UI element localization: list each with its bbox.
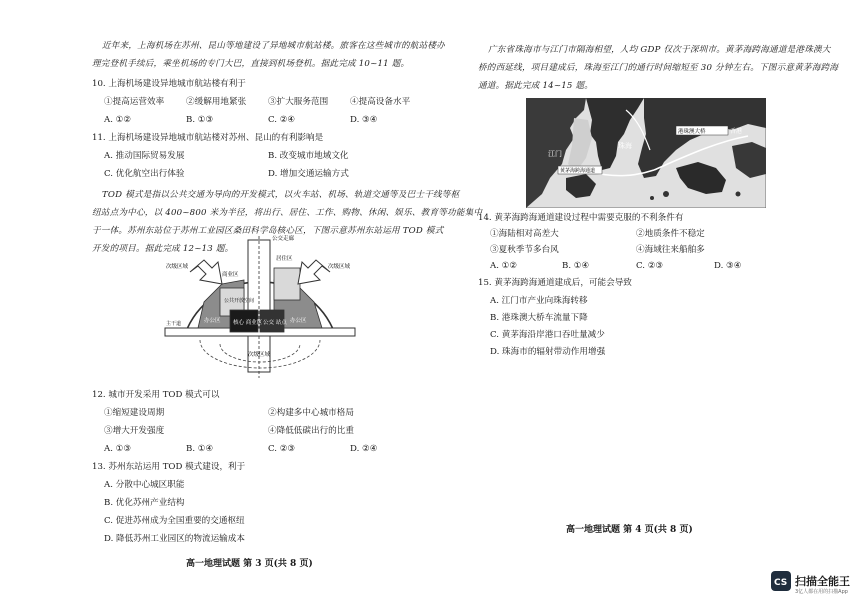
q15-option: C. 黄茅海沿岸港口吞吐量减少 bbox=[490, 330, 605, 340]
camscanner-logo-icon bbox=[771, 571, 791, 591]
q12-item: ①缩短建设周期 bbox=[104, 408, 165, 418]
q13-option: B. 优化苏州产业结构 bbox=[104, 498, 185, 508]
q14-choice: D. ③④ bbox=[714, 261, 742, 271]
diagram-residential-label: 居住区 bbox=[276, 256, 293, 262]
diagram-office-right-label: 办公区 bbox=[290, 318, 307, 324]
q12-choice: C. ②③ bbox=[268, 444, 296, 454]
right-page-questions bbox=[478, 0, 808, 560]
q10-stem: 10. 上海机场建设异地城市航站楼有利于 bbox=[92, 79, 246, 89]
q10-choice: C. ②④ bbox=[268, 115, 296, 125]
left-page-footer: 高一地理试题 第 3 页(共 8 页) bbox=[186, 559, 313, 569]
q15-stem: 15. 黄茅海跨海通道建成后，可能会导致 bbox=[478, 278, 632, 288]
left-page-lower bbox=[92, 0, 432, 560]
tod-text-line-3: 于一体。苏州东站位于苏州工业园区桑田科学岛核心区，下图示意苏州东站运用 TOD 模式 bbox=[92, 226, 444, 236]
q10-choice: B. ①③ bbox=[186, 115, 214, 125]
diagram-core-label: 核心 商业区 bbox=[233, 320, 263, 326]
q14-choice: B. ①④ bbox=[562, 261, 590, 271]
q13-option: A. 分散中心城区职能 bbox=[104, 480, 185, 490]
q12-stem: 12. 城市开发采用 TOD 模式可以 bbox=[92, 390, 220, 400]
diagram-bottom-label: 次级区域 bbox=[248, 352, 271, 358]
q14-choice: C. ②③ bbox=[636, 261, 664, 271]
tod-text-line-1: TOD 模式是指以公共交通为导向的开发模式，以火车站、机场、轨道交通等及巴士干线等枢 bbox=[102, 190, 460, 200]
camscanner-title: 扫描全能王 bbox=[795, 575, 850, 588]
q14-item: ①海陆相对高差大 bbox=[490, 229, 559, 239]
intro-line-3: 通道。据此完成 14~15 题。 bbox=[478, 81, 594, 91]
camscanner-subtitle: 3亿人都在用的扫描App bbox=[795, 589, 848, 595]
q12-choice: B. ①④ bbox=[186, 444, 214, 454]
q14-item: ②地质条件不稳定 bbox=[636, 229, 705, 239]
map-label-zhuhai: 珠海 bbox=[618, 142, 632, 150]
q10-item: ③扩大服务范围 bbox=[268, 97, 329, 107]
q15-option: D. 珠海市的辐射带动作用增强 bbox=[490, 347, 606, 357]
q12-item: ②构建多中心城市格局 bbox=[268, 408, 354, 418]
map-label-hk: 香港 bbox=[730, 128, 743, 135]
q14-item: ④海域往来船舶多 bbox=[636, 245, 705, 255]
q13-option: C. 促进苏州成为全国重要的交通枢纽 bbox=[104, 516, 245, 526]
q12-item: ③增大开发强度 bbox=[104, 426, 165, 436]
right-page-footer: 高一地理试题 第 4 页(共 8 页) bbox=[566, 525, 693, 535]
q15-option: A. 江门市产业向珠海转移 bbox=[490, 296, 588, 306]
q10-item: ①提高运营效率 bbox=[104, 97, 165, 107]
intro-line-2: 理完登机手续后，乘坐机场的专门大巴，直接到机场登机。据此完成 10~11 题。 bbox=[92, 59, 410, 69]
q13-stem: 13. 苏州东站运用 TOD 模式建设，利于 bbox=[92, 462, 246, 472]
q13-option: D. 降低苏州工业园区的物流运输成本 bbox=[104, 534, 245, 544]
q11-option: B. 改变城市地域文化 bbox=[268, 151, 349, 161]
map-label-hzm: 港珠澳大桥 bbox=[678, 129, 706, 135]
diagram-main-road-label: 主干道 bbox=[166, 321, 182, 327]
q10-choice: A. ①② bbox=[104, 115, 132, 125]
q15-option: B. 港珠澳大桥车流量下降 bbox=[490, 313, 588, 323]
diagram-station-label: 公交 站点 bbox=[263, 320, 287, 326]
diagram-top-label: 公交走廊 bbox=[272, 236, 295, 242]
tod-text-line-2: 纽站点为中心，以 400~800 米为半径，将出行、居住、工作、购物、休闲、娱乐、教育等功能集中 bbox=[92, 208, 483, 218]
q11-option: A. 推动国际贸易发展 bbox=[104, 151, 185, 161]
q10-item: ②缓解用地紧张 bbox=[186, 97, 247, 107]
q12-choice: A. ①③ bbox=[104, 444, 132, 454]
q11-option: C. 优化航空出行体验 bbox=[104, 169, 185, 179]
map-label-jiangmen: 江门 bbox=[548, 150, 562, 158]
q14-choice: A. ①② bbox=[490, 261, 518, 271]
tod-text-line-4: 开发的项目。据此完成 12~13 题。 bbox=[92, 244, 234, 254]
intro-line-2: 桥的西延线，项目建成后，珠海至江门的通行时间缩短至 30 分钟左右。下图示意黄茅海跨海 bbox=[478, 63, 839, 73]
map-label-channel: 黄茅海跨海通道 bbox=[560, 168, 596, 174]
svg-text:CS: CS bbox=[774, 578, 788, 588]
q10-item: ④提高设备水平 bbox=[350, 97, 411, 107]
q12-choice: D. ②④ bbox=[350, 444, 378, 454]
intro-line-1: 近年来，上海机场在苏州、昆山等地建设了异地城市航站楼。旅客在这些城市的航站楼办 bbox=[102, 41, 445, 51]
diagram-commercial-label: 商业区 bbox=[222, 272, 239, 278]
q12-item: ④降低低碳出行的比重 bbox=[268, 426, 354, 436]
q14-stem: 14. 黄茅海跨海通道建设过程中需要克服的不利条件有 bbox=[478, 213, 684, 223]
q14-item: ③夏秋季节多台风 bbox=[490, 245, 559, 255]
q11-option: D. 增加交通运输方式 bbox=[268, 169, 349, 179]
diagram-left-label: 次级区域 bbox=[166, 264, 189, 270]
q10-choice: D. ③④ bbox=[350, 115, 378, 125]
diagram-right-label: 次级区域 bbox=[328, 264, 351, 270]
diagram-office-left-label: 办公区 bbox=[204, 318, 221, 324]
diagram-public-service-label: 公共开放空间 bbox=[224, 298, 255, 304]
intro-line-1: 广东省珠海市与江门市隔海相望，人均 GDP 仅次于深圳市。黄茅海跨海通道是港珠澳大 bbox=[488, 45, 831, 55]
q11-stem: 11. 上海机场建设异地城市航站楼对苏州、昆山的有利影响是 bbox=[92, 133, 324, 143]
